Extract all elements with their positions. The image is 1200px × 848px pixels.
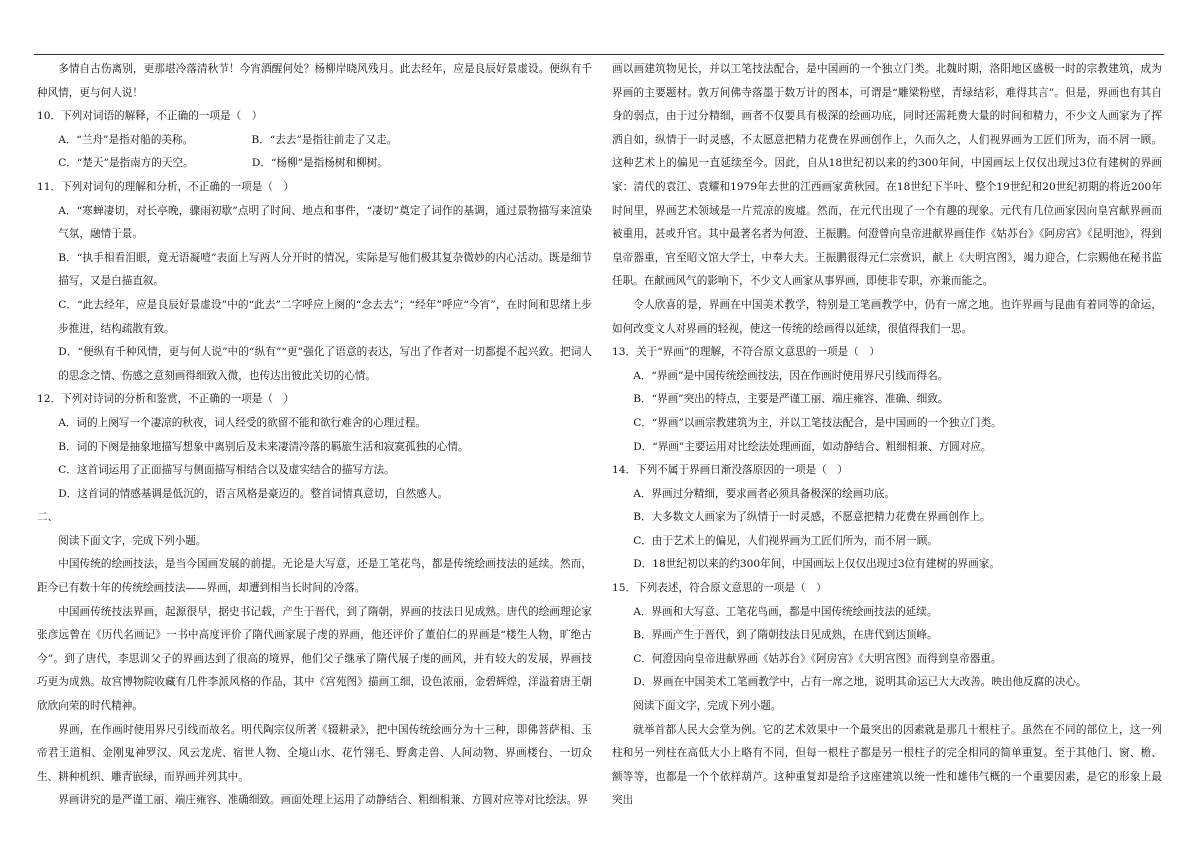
answer-option: C．“此去经年，应是良辰好景虚设”中的“此去”二字呼应上阕的“念去去”；“经年”呼应“今宵”，在时间和思绪上步步推进，结构疏散有致。	[58, 298, 592, 335]
paragraph: 画以画建筑物见长，并以工笔技法配合，是中国画的一个独立门类。北魏时期，洛阳地区盛极一时的宗教建筑，成为界画的主要题材。敦万间佛寺落墨于数万计的图本，可谓是“雕梁粉壁，青绿结彩，难得其言”。但是，界画也有其自身的弱点，由于过分精细，画者不仅要具有极深的绘画功底，同时还需耗费大量的时间和精力，不少文人画家为了挥洒自如，纵情于一时灵感，不太愿意把精力花费在界画创作上，久而久之，人们视界画为工匠们所为，而不屑一顾。这种艺术上的偏见一直延续至今。因此，自从18世纪初以来的约300年间，中国画坛上仅仅出现过3位有建树的界画家：清代的袁江、袁耀和1979年去世的江西画家黄秋园。在18世纪下半叶、整个19世纪和20世纪初期的将近200年时间里，界画艺术领域是一片荒凉的废墟。然而，在元代出现了一个有趣的现象。元代有几位画家因向皇宫献界画而被重用，甚或升官。其中最著名者为何澄、王振鹏。何澄曾向皇帝进献界画佳作《姑苏台》《阿房宫》《昆明池》，得到皇帝器重，官至昭文馆大学士，中奉大夫。王振鹏很得元仁宗赏识，献上《大明宫图》，竭力迎合，仁宗赐他在秘书监任职。在献画风气的影响下，不少文人画家从事界画，即使非专职，亦兼而能之。	[612, 63, 1162, 288]
answer-option: D．“便纵有千种风情，更与何人说”中的“纵有”“更”强化了语意的表达，写出了作者对一切都提不起兴致。把词人的思念之情、伤感之意刻画得细致入微，也传达出彼此关切的心情。	[58, 346, 592, 382]
paragraph: 就举首都人民大会堂为例。它的艺术效果中一个最突出的因素就是那几十根柱子。虽然在不同的部位上，这一列柱和另一列柱在高低大小上略有不同，但每一根柱子都是另一根柱子的完全相同的简单重复。至于其他门、窗、檐、额等等，也都是一个个依样葫芦。这种重复却是给予这座建筑以统一性和雄伟气概的一个重要因素，是它的形象上最突出	[612, 723, 1162, 807]
answer-option: B．“界画”突出的特点，主要是严谨工丽、端庄雍容、准确、细致。	[633, 393, 949, 406]
answer-option: A．“寒蝉凄切，对长亭晚，骤雨初歇”点明了时间、地点和事件，“凄切”奠定了词作的基调，通过景物描写来渲染气氛，融情于景。	[58, 204, 592, 241]
paragraph: 多情自古伤离别，更那堪冷落清秋节！今宵酒醒何处？杨柳岸晓风残月。此去经年，应是良辰好景虚设。便纵有千种风情，更与何人说！	[37, 63, 592, 99]
answer-option: B．“执手相看泪眼，竟无语凝噎”表面上写两人分开时的情况，实际是写他们极其复杂微妙的内心活动。既是细节描写，又是白描直叙。	[58, 251, 592, 288]
paragraph: 中国传统的绘画技法，是当今国画发展的前提。无论是大写意，还是工笔花鸟，都是传统绘画技法的延续。然而，距今已有数十年的传统绘画技法——界画，却遭到相当长时间的冷落。	[37, 558, 592, 595]
paragraph: 阅读下面文字，完成下列小题。	[633, 700, 782, 713]
paragraph: 界画，在作画时使用界尺引线而故名。明代陶宗仪所著《辍耕录》，把中国传统绘画分为十三种，即佛菩萨相、玉帝君王道相、金刚鬼神罗汉、风云龙虎、宿世人物、全境山水、花竹翎毛、野禽走兽、人间动物、界画楼台、一切众生、耕种机织、雕青嵌绿，而界画并列其中。	[37, 723, 592, 783]
answer-option: C．“界画”以画宗教建筑为主，并以工笔技法配合，是中国画的一个独立门类。	[633, 416, 1002, 429]
answer-option: A．词的上阕写一个凄凉的秋夜，词人经受的欲留不能和欲行难舍的心理过程。	[58, 416, 427, 429]
paragraph: 令人欣喜的是，界画在中国美术教学，特别是工笔画教学中，仍有一席之地。也许界画与昆曲有着同等的命运，如何改变文人对界画的轻视，使这一传统的绘画得以延续，很值得我们一思。	[612, 298, 1162, 335]
question-line: 10．下列对词语的解释，不正确的一项是（ ）	[37, 110, 263, 123]
paragraph: 中国画传统技法界画，起源很早，据史书记载，产生于晋代，到了隋朝，界画的技法日见成熟。唐代的绘画理论家张彦远曾在《历代名画记》一书中高度评价了隋代画家展子虔的界画，他还评价了董伯仁的界画是“楼生人物，旷绝古今”。到了唐代，李思训父子的界画达到了很高的境界，他们父子继承了隋代展子虔的画风，并有较大的发展，界画技巧更为成熟。故宫博物院收藏有几件李派风格的作品，其中《宫苑图》描画工细，设色浓丽，金碧辉煌，洋溢着唐王朝欣欣向荣的时代精神。	[37, 605, 592, 713]
answer-option: D．界画在中国美术工笔画教学中，占有一席之地，说明其命运已大大改善。映出他反腐的决心。	[633, 676, 1087, 689]
answer-option: B．大多数文人画家为了纵情于一时灵感，不愿意把精力花费在界画创作上。	[633, 511, 991, 524]
answer-option: D．这首词的情感基调是低沉的，语言风格是豪迈的。整首词情真意切，自然感人。	[58, 487, 449, 500]
paragraph: 阅读下面文字，完成下列小题。	[58, 534, 207, 547]
answer-option: C．“楚天”是指南方的天空。 D．“杨柳”是指杨树和柳树。	[58, 157, 388, 170]
answer-option: D．“界画”主要运用对比绘法处理画面，如动静结合、粗细相兼、方圆对应。	[633, 440, 992, 453]
question-line: 12．下列对诗词的分析和鉴赏，不正确的一项是（ ）	[37, 393, 295, 406]
answer-option: C．何澄因向皇帝进献界画《姑苏台》《阿房宫》《大明宫图》而得到皇帝器重。	[633, 652, 1002, 665]
paragraph: 界画讲究的是严谨工丽、端庄雍容、准确细致。画面处理上运用了动静结合、粗细相兼、方圆对应等对比绘法。界	[58, 794, 588, 807]
answer-option: B．界画产生于晋代，到了隋朝技法日见成熟，在唐代到达顶峰。	[633, 629, 938, 642]
answer-option: D．18世纪初以来的约300年间，中国画坛上仅仅出现过3位有建树的界画家。	[633, 558, 1000, 571]
answer-option: A．界画过分精细，要求画者必须具备极深的绘画功底。	[633, 487, 896, 500]
left-column	[37, 58, 592, 813]
question-line: 14．下列不属于界画日渐没落原因的一项是（ ）	[612, 464, 848, 477]
answer-option: C．这首词运用了正面描写与侧面描写相结合以及虚实结合的描写方法。	[58, 464, 395, 477]
top-rule	[34, 54, 1164, 55]
answer-option: C．由于艺术上的偏见，人们视界画为工匠们所为，而不屑一顾。	[633, 534, 938, 547]
answer-option: A．“兰舟”是指对船的美称。 B．“去去”是指往前走了又走。	[58, 133, 398, 146]
answer-option: B．词的下阕是抽象地描写想象中离别后及未来凄清冷落的羁旅生活和寂寞孤独的心情。	[58, 440, 469, 453]
question-line: 二、	[37, 511, 59, 524]
answer-option: A．“界画”是中国传统绘画技法，因在作画时使用界尺引线而得名。	[633, 369, 949, 382]
question-line: 13．关于“界画”的理解，不符合原文意思的一项是（ ）	[612, 346, 880, 359]
right-column	[612, 58, 1162, 813]
question-line: 11．下列对词句的理解和分析，不正确的一项是（ ）	[37, 180, 295, 193]
answer-option: A．界画和大写意、工笔花鸟画，都是中国传统绘画技法的延续。	[633, 605, 938, 618]
question-line: 15．下列表述，符合原文意思的一项是（ ）	[612, 582, 827, 595]
